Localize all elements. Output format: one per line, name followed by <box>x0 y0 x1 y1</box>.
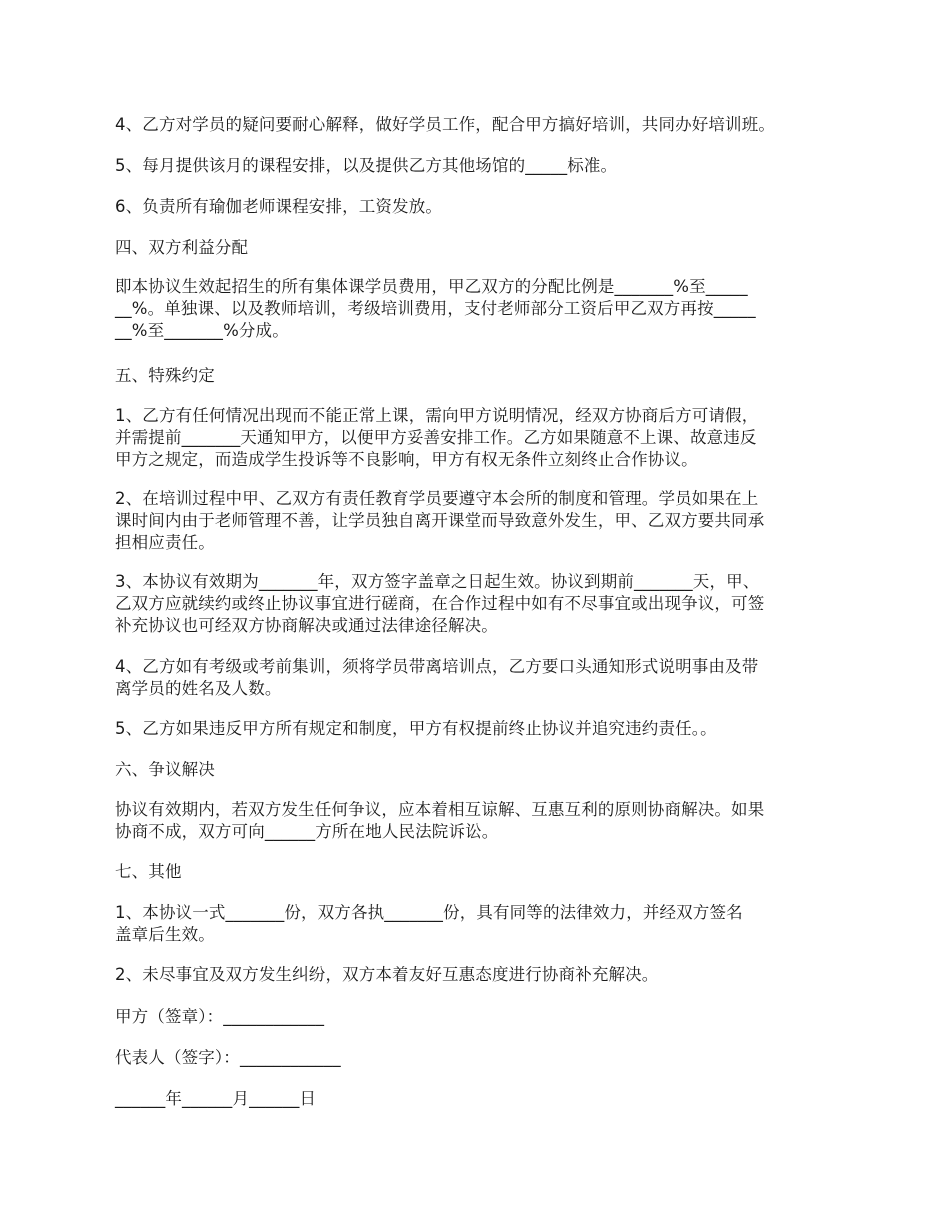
obligation-6-paragraph <box>115 196 845 218</box>
text-line: 5、每月提供该月的课程安排，以及提供乙方其他场馆的_____标准。 <box>115 156 618 175</box>
text-line: 补充协议也可经双方协商解决或通过法律途径解决。 <box>115 616 498 635</box>
text-line: 3、本协议有效期为_______年，双方签字盖章之日起生效。协议到期前_______天，甲、 <box>115 572 760 591</box>
text-line: 盖章后生效。 <box>115 925 215 944</box>
text-line: 离学员的姓名及人数。 <box>115 679 282 698</box>
special-term-2-paragraph <box>115 488 845 554</box>
section-7-heading <box>115 861 845 883</box>
date-field-label: ______年______月______日 <box>115 1089 317 1108</box>
special-term-5-paragraph <box>115 718 845 740</box>
text-line: 5、乙方如果违反甲方所有规定和制度，甲方有权提前终止协议并追究违约责任。。 <box>115 719 717 738</box>
text-line: 2、在培训过程中甲、乙双方有责任教育学员要遵守本会所的制度和管理。学员如果在上 <box>115 489 759 508</box>
signature-field-label: 甲方（签章）：____________ <box>115 1007 325 1026</box>
text-line: 甲方之规定，而造成学生投诉等不良影响，甲方有权无条件立刻终止合作协议。 <box>115 450 698 469</box>
text-line: 即本协议生效起招生的所有集体课学员费用，甲乙双方的分配比例是_______%至_____ <box>115 277 748 296</box>
special-term-4-paragraph <box>115 656 845 700</box>
text-line: 并需提前_______天通知甲方，以便甲方妥善安排工作。乙方如果随意不上课、故意违反 <box>115 428 757 447</box>
text-line: 协商不成，双方可向______方所在地人民法院诉讼。 <box>115 822 499 841</box>
representative-signature-line <box>115 1047 845 1069</box>
text-line: 1、乙方有任何情况出现而不能正常上课，需向甲方说明情况，经双方协商后方可请假， <box>115 406 759 425</box>
text-line: __%至_______%分成。 <box>115 321 289 340</box>
section-5-heading <box>115 365 845 387</box>
section-heading-text: 四、双方利益分配 <box>115 238 249 257</box>
dispute-resolution-paragraph <box>115 799 845 843</box>
profit-distribution-paragraph <box>115 276 845 342</box>
obligation-4-paragraph <box>115 114 845 136</box>
section-6-heading <box>115 759 845 781</box>
text-line: __%。单独课、以及教师培训，考级培训费用，支付老师部分工资后甲乙双方再按_____ <box>115 299 756 318</box>
section-heading-text: 七、其他 <box>115 862 182 881</box>
text-line: 1、本协议一式_______份，双方各执_______份，具有同等的法律效力，并经双方签名 <box>115 903 743 922</box>
special-term-3-paragraph <box>115 571 845 637</box>
section-heading-text: 五、特殊约定 <box>115 366 215 385</box>
other-term-2-paragraph <box>115 964 845 986</box>
signature-field-label: 代表人（签字）：____________ <box>115 1048 341 1067</box>
text-line: 2、未尽事宜及双方发生纠纷，双方本着友好互惠态度进行协商补充解决。 <box>115 965 659 984</box>
text-line: 乙双方应就续约或终止协议事宜进行磋商，在合作过程中如有不尽事宜或出现争议，可签 <box>115 594 765 613</box>
text-line: 6、负责所有瑜伽老师课程安排，工资发放。 <box>115 197 442 216</box>
obligation-5-paragraph <box>115 155 845 177</box>
text-line: 4、乙方如有考级或考前集训，须将学员带离培训点，乙方要口头通知形式说明事由及带 <box>115 657 759 676</box>
section-heading-text: 六、争议解决 <box>115 760 215 779</box>
text-line: 协议有效期内，若双方发生任何争议，应本着相互谅解、互惠互利的原则协商解决。如果 <box>115 800 765 819</box>
section-4-heading <box>115 237 845 259</box>
text-line: 担相应责任。 <box>115 533 215 552</box>
signature-date-line <box>115 1088 845 1110</box>
text-line: 课时间内由于老师管理不善，让学员独自离开课堂而导致意外发生，甲、乙双方要共同承 <box>115 511 765 530</box>
special-term-1-paragraph <box>115 405 845 471</box>
other-term-1-paragraph <box>115 902 845 946</box>
party-a-signature-line <box>115 1006 845 1028</box>
text-line: 4、乙方对学员的疑问要耐心解释，做好学员工作，配合甲方搞好培训，共同办好培训班。 <box>115 115 775 134</box>
